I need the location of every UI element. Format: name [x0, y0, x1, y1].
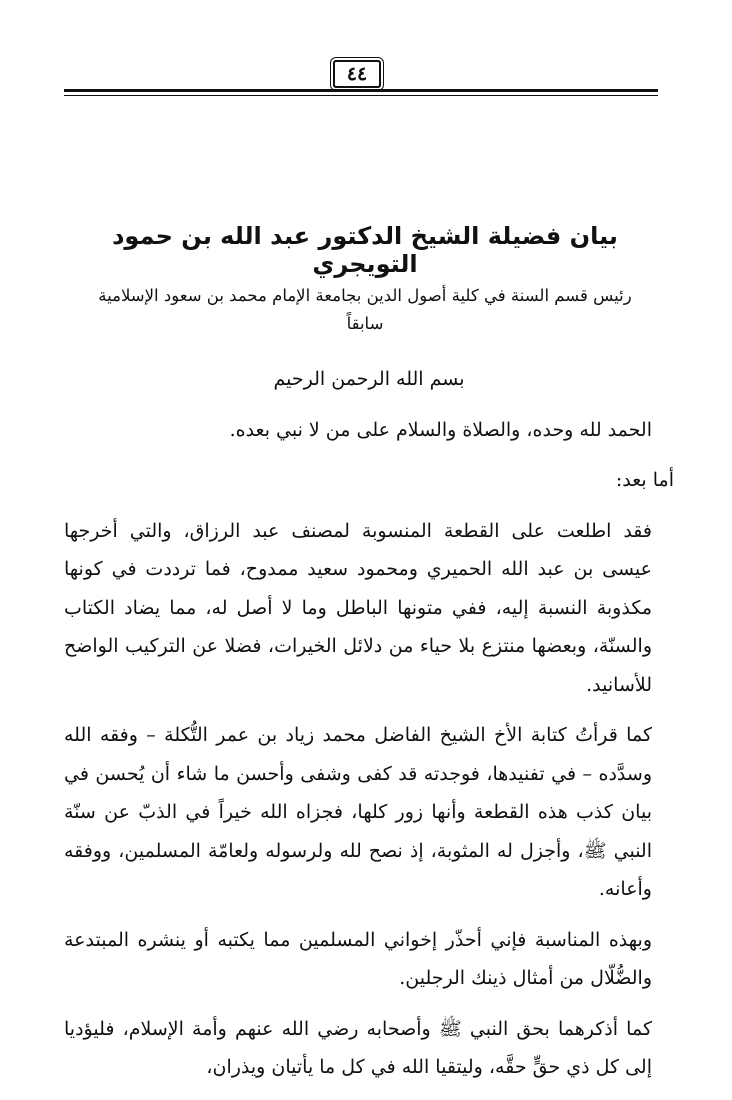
- paragraph-4: كما أذكرهما بحق النبي ﷺ وأصحابه رضي الله عنهم وأمة الإسلام، فليؤديا إلى كل ذي حقٍّ حقَّه، وليتقيا الله في كل ما يأتيان ويذران،: [64, 1017, 652, 1078]
- document-title: بيان فضيلة الشيخ الدكتور عبد الله بن حمود التويجري: [112, 222, 618, 278]
- document-subtitle: [60, 282, 670, 338]
- paragraph-1: فقد اطلعت على القطعة المنسوبة لمصنف عبد الرزاق، والتي أخرجها عيسى بن عبد الله الحميري ومحمود سعيد ممدوح، فما ترددت في كونها مكذوبة النسبة إليه، ففي متونها الباطل وما لا أصل له، مما يضاد الكتاب والسنّة، وبعضها منتزع بلا حياء من دلائل الخيرات، فضلا عن التركيب الواضح للأسانيد.: [64, 519, 652, 696]
- header-rule-thin: [64, 95, 658, 96]
- header-rule-thick: [64, 89, 658, 92]
- paragraph-3: وبهذه المناسبة فإني أحذّر إخواني المسلمين مما يكتبه أو ينشره المبتدعة والضُّلّال من أمثال ذينك الرجلين.: [64, 928, 652, 989]
- subtitle-line-2: سابقاً: [346, 314, 384, 333]
- document-body: [64, 360, 674, 1099]
- subtitle-line-1: رئيس قسم السنة في كلية أصول الدين بجامعة الإمام محمد بن سعود الإسلامية: [98, 286, 632, 305]
- paragraph-2: كما قرأتُ كتابة الأخ الشيخ الفاضل محمد زياد بن عمر التُّكلة – وفقه الله وسدَّده – في تفنيدها، فوجدته قد كفى وشفى وأحسن ما شاء أن يُحسن في بيان كذب هذه القطعة وأنها زور كلها، فجزاه الله خيراً في الذبّ عن سنّة النبي ﷺ، وأجزل له المثوبة، إذ نصح لله ولرسوله ولعامّة المسلمين، ووفقه وأعانه.: [64, 724, 652, 900]
- basmala: بسم الله الرحمن الرحيم: [273, 368, 465, 390]
- opening-praise: الحمد لله وحده، والصلاة والسلام على من لا نبي بعده.: [229, 418, 652, 441]
- amma-bad: أما بعد:: [615, 469, 674, 491]
- page-number: ٤٤: [333, 60, 381, 88]
